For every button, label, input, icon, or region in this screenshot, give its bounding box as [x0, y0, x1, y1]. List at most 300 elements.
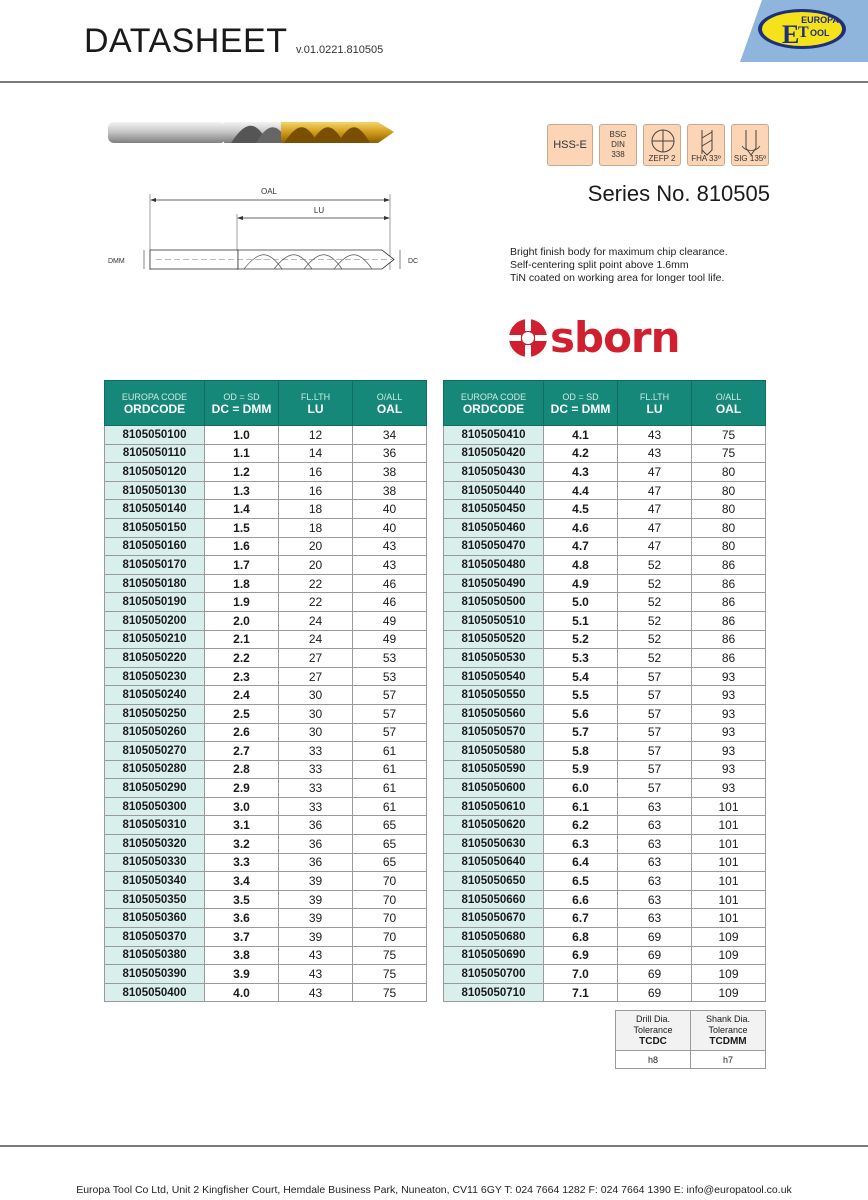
table-row	[444, 835, 766, 854]
series-number: Series No. 810505	[587, 181, 770, 206]
oal-cell: 101	[692, 909, 766, 928]
dc-cell: 1.8	[205, 574, 279, 593]
lu-cell: 30	[279, 704, 353, 723]
dc-cell: 6.4	[544, 853, 618, 872]
dc-cell: 1.7	[205, 556, 279, 575]
tolerance-header-row	[616, 1011, 766, 1051]
oal-cell: 80	[692, 537, 766, 556]
dc-cell: 2.2	[205, 649, 279, 668]
ordcode-cell: 8105050120	[105, 463, 205, 482]
drill-tolerance-value: h8	[616, 1051, 691, 1069]
ordcode-cell: 8105050430	[444, 463, 544, 482]
ordcode-cell: 8105050180	[105, 574, 205, 593]
ordcode-cell: 8105050240	[105, 686, 205, 705]
dc-cell: 5.9	[544, 760, 618, 779]
lu-cell: 16	[279, 463, 353, 482]
oal-cell: 38	[353, 481, 427, 500]
header-ordcode: EUROPA CODE ORDCODE	[105, 381, 205, 426]
dc-cell: 3.7	[205, 928, 279, 947]
ordcode-cell: 8105050560	[444, 704, 544, 723]
page-title: DATASHEET	[84, 22, 288, 60]
lu-cell: 63	[618, 797, 692, 816]
header-lu: FL.LTH LU	[618, 381, 692, 426]
dc-cell: 6.3	[544, 835, 618, 854]
table-row	[444, 556, 766, 575]
lu-cell: 57	[618, 742, 692, 761]
table-row	[105, 630, 427, 649]
ordcode-cell: 8105050290	[105, 779, 205, 798]
footer-divider	[0, 1145, 868, 1147]
oal-cell: 75	[692, 426, 766, 445]
lu-cell: 43	[279, 983, 353, 1002]
ordcode-cell: 8105050520	[444, 630, 544, 649]
ordcode-cell: 8105050140	[105, 500, 205, 519]
dc-cell: 5.1	[544, 611, 618, 630]
table-row	[105, 537, 427, 556]
ordcode-cell: 8105050160	[105, 537, 205, 556]
dc-cell: 6.0	[544, 779, 618, 798]
lu-cell: 36	[279, 835, 353, 854]
ordcode-cell: 8105050500	[444, 593, 544, 612]
shank-tolerance-value: h7	[691, 1051, 766, 1069]
dc-cell: 4.9	[544, 574, 618, 593]
zefp-badge: ZEFP 2	[643, 124, 681, 166]
dc-cell: 5.2	[544, 630, 618, 649]
shank-tolerance-header: Shank Dia. Tolerance TCDMM	[691, 1011, 766, 1051]
dc-cell: 4.4	[544, 481, 618, 500]
oal-cell: 49	[353, 611, 427, 630]
table-row	[105, 444, 427, 463]
table-row	[444, 574, 766, 593]
lu-cell: 36	[279, 853, 353, 872]
lu-cell: 39	[279, 872, 353, 891]
table-row	[105, 928, 427, 947]
lu-cell: 63	[618, 835, 692, 854]
ordcode-cell: 8105050600	[444, 779, 544, 798]
dc-cell: 2.1	[205, 630, 279, 649]
lu-cell: 57	[618, 686, 692, 705]
lu-cell: 52	[618, 630, 692, 649]
spec-table-left	[104, 380, 427, 1002]
oal-cell: 65	[353, 853, 427, 872]
oal-cell: 101	[692, 835, 766, 854]
lu-cell: 52	[618, 574, 692, 593]
lu-cell: 24	[279, 611, 353, 630]
ordcode-cell: 8105050540	[444, 667, 544, 686]
dc-cell: 1.5	[205, 518, 279, 537]
header-divider	[0, 81, 868, 83]
dc-cell: 1.9	[205, 593, 279, 612]
oal-cell: 93	[692, 760, 766, 779]
table-row	[444, 667, 766, 686]
oal-cell: 65	[353, 835, 427, 854]
dc-cell: 1.0	[205, 426, 279, 445]
ordcode-cell: 8105050370	[105, 928, 205, 947]
logo-letter-t: T	[798, 24, 809, 41]
dc-cell: 4.6	[544, 518, 618, 537]
dc-cell: 4.7	[544, 537, 618, 556]
lu-cell: 20	[279, 556, 353, 575]
ordcode-cell: 8105050170	[105, 556, 205, 575]
lu-cell: 47	[618, 481, 692, 500]
ordcode-cell: 8105050210	[105, 630, 205, 649]
lu-cell: 63	[618, 872, 692, 891]
ordcode-cell: 8105050380	[105, 946, 205, 965]
oal-label: OAL	[260, 187, 278, 196]
table-row	[105, 556, 427, 575]
ordcode-cell: 8105050530	[444, 649, 544, 668]
oal-cell: 93	[692, 723, 766, 742]
oal-cell: 86	[692, 630, 766, 649]
ordcode-cell: 8105050230	[105, 667, 205, 686]
table-row	[105, 481, 427, 500]
ordcode-cell: 8105050710	[444, 983, 544, 1002]
lu-cell: 18	[279, 500, 353, 519]
dc-cell: 7.0	[544, 965, 618, 984]
table-row	[105, 426, 427, 445]
ordcode-cell: 8105050280	[105, 760, 205, 779]
lu-label: LU	[313, 206, 325, 215]
oal-cell: 46	[353, 593, 427, 612]
dmm-label: DMM	[108, 258, 125, 265]
lu-cell: 52	[618, 611, 692, 630]
table-row	[105, 500, 427, 519]
ordcode-cell: 8105050400	[105, 983, 205, 1002]
oal-cell: 93	[692, 686, 766, 705]
dc-cell: 2.5	[205, 704, 279, 723]
table-row	[105, 649, 427, 668]
dc-cell: 5.5	[544, 686, 618, 705]
ordcode-cell: 8105050650	[444, 872, 544, 891]
oal-cell: 109	[692, 946, 766, 965]
table-row	[105, 983, 427, 1002]
lu-cell: 43	[618, 444, 692, 463]
ordcode-cell: 8105050480	[444, 556, 544, 575]
ordcode-cell: 8105050130	[105, 481, 205, 500]
header-lu: FL.LTH LU	[279, 381, 353, 426]
lu-cell: 47	[618, 500, 692, 519]
ordcode-cell: 8105050360	[105, 909, 205, 928]
dc-cell: 5.8	[544, 742, 618, 761]
header-ordcode: EUROPA CODE ORDCODE	[444, 381, 544, 426]
oal-cell: 101	[692, 797, 766, 816]
oal-cell: 57	[353, 686, 427, 705]
oal-cell: 101	[692, 890, 766, 909]
oal-cell: 93	[692, 667, 766, 686]
table-row	[105, 835, 427, 854]
dc-cell: 6.6	[544, 890, 618, 909]
lu-cell: 52	[618, 593, 692, 612]
oal-cell: 93	[692, 704, 766, 723]
oal-cell: 93	[692, 742, 766, 761]
oal-cell: 43	[353, 537, 427, 556]
oal-cell: 70	[353, 872, 427, 891]
dc-cell: 1.4	[205, 500, 279, 519]
ordcode-cell: 8105050330	[105, 853, 205, 872]
logo-text-top: EUROPA	[801, 15, 839, 25]
table-row	[444, 444, 766, 463]
ordcode-cell: 8105050390	[105, 965, 205, 984]
oal-cell: 46	[353, 574, 427, 593]
oal-cell: 61	[353, 797, 427, 816]
table-row	[105, 965, 427, 984]
oal-cell: 61	[353, 742, 427, 761]
lu-cell: 63	[618, 816, 692, 835]
oal-cell: 38	[353, 463, 427, 482]
lu-cell: 63	[618, 853, 692, 872]
ordcode-cell: 8105050270	[105, 742, 205, 761]
ordcode-cell: 8105050610	[444, 797, 544, 816]
dc-cell: 2.6	[205, 723, 279, 742]
oal-cell: 49	[353, 630, 427, 649]
footer-contact: Europa Tool Co Ltd, Unit 2 Kingfisher Court, Hemdale Business Park, Nuneaton, CV11 6GY T: 024 7664 1282 F: 024 7664 1390 E: info@europatool.co.uk	[76, 1184, 792, 1196]
lu-cell: 39	[279, 890, 353, 909]
lu-cell: 43	[279, 965, 353, 984]
table-row	[444, 723, 766, 742]
oal-cell: 57	[353, 704, 427, 723]
dc-cell: 7.1	[544, 983, 618, 1002]
lu-cell: 33	[279, 760, 353, 779]
logo-text-bottom: OOL	[810, 28, 830, 38]
table-row	[105, 760, 427, 779]
dc-cell: 5.3	[544, 649, 618, 668]
dc-cell: 3.2	[205, 835, 279, 854]
dc-label: DC	[408, 258, 419, 265]
table-row	[444, 890, 766, 909]
table-row	[444, 630, 766, 649]
table-row	[105, 890, 427, 909]
table-row	[105, 872, 427, 891]
description-line: Self-centering split point above 1.6mm	[510, 259, 689, 271]
table-row	[444, 760, 766, 779]
header-oal: O/ALL OAL	[353, 381, 427, 426]
ordcode-cell: 8105050630	[444, 835, 544, 854]
oal-cell: 53	[353, 649, 427, 668]
table-row	[105, 946, 427, 965]
lu-cell: 57	[618, 704, 692, 723]
ordcode-cell: 8105050700	[444, 965, 544, 984]
oal-cell: 101	[692, 853, 766, 872]
oal-cell: 65	[353, 816, 427, 835]
ordcode-cell: 8105050510	[444, 611, 544, 630]
lu-cell: 63	[618, 890, 692, 909]
lu-cell: 63	[618, 909, 692, 928]
ordcode-cell: 8105050680	[444, 928, 544, 947]
table-row	[444, 909, 766, 928]
table-row	[105, 816, 427, 835]
dimension-diagram	[104, 180, 434, 285]
tolerance-value-row	[616, 1051, 766, 1069]
oal-cell: 93	[692, 779, 766, 798]
table-row	[444, 537, 766, 556]
oal-cell: 43	[353, 556, 427, 575]
dc-cell: 3.1	[205, 816, 279, 835]
dc-cell: 5.0	[544, 593, 618, 612]
table-row	[105, 779, 427, 798]
split-point-icon	[650, 128, 676, 154]
helix-angle-icon	[694, 128, 720, 156]
table-row	[444, 463, 766, 482]
lu-cell: 69	[618, 946, 692, 965]
table-row	[444, 518, 766, 537]
ordcode-cell: 8105050450	[444, 500, 544, 519]
dc-cell: 6.5	[544, 872, 618, 891]
table-row	[105, 909, 427, 928]
osborn-mark-icon	[508, 318, 548, 358]
lu-cell: 36	[279, 816, 353, 835]
oal-cell: 57	[353, 723, 427, 742]
ordcode-cell: 8105050250	[105, 704, 205, 723]
oal-cell: 86	[692, 649, 766, 668]
lu-cell: 39	[279, 928, 353, 947]
dc-cell: 4.5	[544, 500, 618, 519]
lu-cell: 27	[279, 649, 353, 668]
oal-cell: 86	[692, 574, 766, 593]
lu-cell: 57	[618, 779, 692, 798]
lu-cell: 57	[618, 723, 692, 742]
lu-cell: 52	[618, 649, 692, 668]
table-row	[105, 797, 427, 816]
oal-cell: 109	[692, 983, 766, 1002]
oal-cell: 36	[353, 444, 427, 463]
oal-cell: 70	[353, 890, 427, 909]
ordcode-cell: 8105050220	[105, 649, 205, 668]
oal-cell: 53	[353, 667, 427, 686]
dc-cell: 3.5	[205, 890, 279, 909]
lu-cell: 39	[279, 909, 353, 928]
ordcode-cell: 8105050100	[105, 426, 205, 445]
ordcode-cell: 8105050340	[105, 872, 205, 891]
table-row	[444, 686, 766, 705]
oal-cell: 61	[353, 760, 427, 779]
dc-cell: 1.2	[205, 463, 279, 482]
table-row	[105, 574, 427, 593]
helix-angle-badge: FHA 33º	[687, 124, 725, 166]
dc-cell: 3.3	[205, 853, 279, 872]
table-row	[444, 500, 766, 519]
lu-cell: 22	[279, 574, 353, 593]
table-row	[444, 593, 766, 612]
table-row	[444, 983, 766, 1002]
lu-cell: 57	[618, 760, 692, 779]
table-row	[105, 593, 427, 612]
oal-cell: 109	[692, 965, 766, 984]
description-line: TiN coated on working area for longer tool life.	[510, 272, 725, 284]
dc-cell: 4.2	[544, 444, 618, 463]
ordcode-cell: 8105050150	[105, 518, 205, 537]
oal-cell: 86	[692, 556, 766, 575]
dc-cell: 3.4	[205, 872, 279, 891]
lu-cell: 27	[279, 667, 353, 686]
ordcode-cell: 8105050550	[444, 686, 544, 705]
dc-cell: 6.8	[544, 928, 618, 947]
spec-badges	[547, 124, 769, 166]
header-dc: OD = SD DC = DMM	[205, 381, 279, 426]
lu-cell: 33	[279, 797, 353, 816]
table-row	[444, 649, 766, 668]
ordcode-cell: 8105050260	[105, 723, 205, 742]
lu-cell: 24	[279, 630, 353, 649]
ordcode-cell: 8105050470	[444, 537, 544, 556]
lu-cell: 52	[618, 556, 692, 575]
oal-cell: 109	[692, 928, 766, 947]
lu-cell: 18	[279, 518, 353, 537]
table-row	[105, 611, 427, 630]
material-badge: HSS-E	[547, 124, 593, 166]
header-oal: O/ALL OAL	[692, 381, 766, 426]
oal-cell: 80	[692, 481, 766, 500]
dc-cell: 6.2	[544, 816, 618, 835]
ordcode-cell: 8105050410	[444, 426, 544, 445]
oal-cell: 75	[353, 983, 427, 1002]
ordcode-cell: 8105050580	[444, 742, 544, 761]
table-row	[444, 481, 766, 500]
table-row	[105, 667, 427, 686]
oal-cell: 70	[353, 928, 427, 947]
dc-cell: 4.8	[544, 556, 618, 575]
dc-cell: 4.3	[544, 463, 618, 482]
ordcode-cell: 8105050110	[105, 444, 205, 463]
table-row	[444, 853, 766, 872]
dc-cell: 6.1	[544, 797, 618, 816]
lu-cell: 47	[618, 518, 692, 537]
table-header-row	[105, 381, 427, 426]
dc-cell: 3.8	[205, 946, 279, 965]
lu-cell: 43	[279, 946, 353, 965]
brand-name: sborn	[550, 313, 680, 362]
standard-badge: BSG DIN 338	[599, 124, 637, 166]
spec-table-right	[443, 380, 766, 1002]
lu-cell: 33	[279, 779, 353, 798]
oal-cell: 75	[692, 444, 766, 463]
dc-cell: 6.7	[544, 909, 618, 928]
table-row	[105, 723, 427, 742]
table-row	[444, 611, 766, 630]
table-row	[105, 463, 427, 482]
version-label: v.01.0221.810505	[296, 44, 384, 56]
dc-cell: 5.6	[544, 704, 618, 723]
dc-cell: 1.1	[205, 444, 279, 463]
drill-tolerance-header: Drill Dia. Tolerance TCDC	[616, 1011, 691, 1051]
header-dc: OD = SD DC = DMM	[544, 381, 618, 426]
dc-cell: 2.3	[205, 667, 279, 686]
table-row	[105, 518, 427, 537]
oal-cell: 70	[353, 909, 427, 928]
ordcode-cell: 8105050620	[444, 816, 544, 835]
product-description	[510, 246, 728, 285]
lu-cell: 16	[279, 481, 353, 500]
ordcode-cell: 8105050310	[105, 816, 205, 835]
table-row	[444, 965, 766, 984]
lu-cell: 43	[618, 426, 692, 445]
oal-cell: 80	[692, 518, 766, 537]
lu-cell: 12	[279, 426, 353, 445]
oal-cell: 61	[353, 779, 427, 798]
point-angle-icon	[738, 128, 764, 156]
table-row	[105, 742, 427, 761]
table-row	[444, 779, 766, 798]
europa-tool-logo	[740, 0, 868, 62]
table-row	[444, 816, 766, 835]
description-line: Bright finish body for maximum chip clearance.	[510, 246, 728, 258]
oal-cell: 80	[692, 463, 766, 482]
ordcode-cell: 8105050190	[105, 593, 205, 612]
dc-cell: 2.0	[205, 611, 279, 630]
dc-cell: 2.9	[205, 779, 279, 798]
dc-cell: 4.0	[205, 983, 279, 1002]
lu-cell: 14	[279, 444, 353, 463]
lu-cell: 69	[618, 928, 692, 947]
